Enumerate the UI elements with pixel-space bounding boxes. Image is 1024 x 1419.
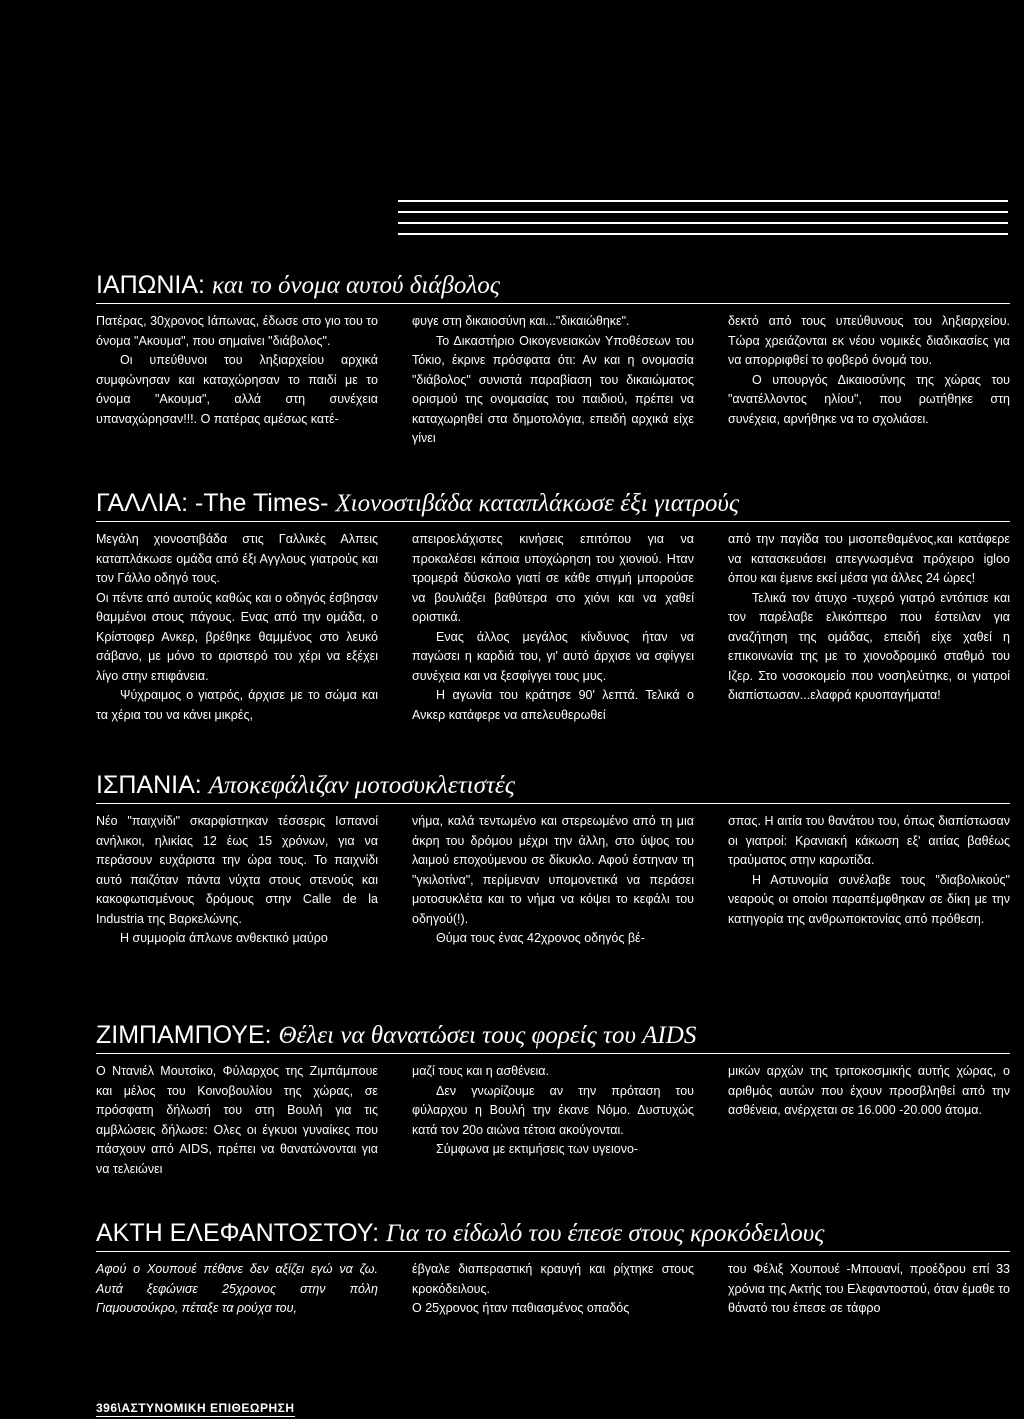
- paragraph: Η Αστυνομία συνέλαβε τους "διαβολικούς" νεαρούς οι οποίοι παραπέμφθηκαν σε δίκη με την κατηγορία της ανθρωποκτονίας από πρόθεση.: [728, 872, 1010, 926]
- column-2: [412, 530, 694, 725]
- column-2: [412, 812, 694, 949]
- article-zimbabwe: [96, 1020, 1010, 1179]
- paragraph: μικών αρχών της τριτοκοσμικής αυτής χώρας, ο αριθμός αυτών που έχουν προσβληθεί από την ασθένεια, ανέρχεται σε 16.000 -20.000 άτομα.: [728, 1064, 1010, 1117]
- headline-country: ΖΙΜΠΑΜΠΟΥΕ:: [96, 1021, 272, 1049]
- column-3: [728, 1260, 1010, 1319]
- headline-france: [96, 488, 1010, 522]
- paragraph: Οι πέντε από αυτούς καθώς και ο οδηγός έσβησαν θαμμένοι στους πάγους. Ενας από την ομάδα, ο Κρίστοφερ Ανκερ, βρέθηκε θαμμένος στο λευκό σάβανο, με μόνο το αριστερό του χέρι να εξέχει λίγο στην επιφάνεια.: [96, 590, 378, 683]
- paragraph: Ο Ντανιέλ Μουτσίκο, Φύλαρχος της Ζιμπάμπουε και μέλος του Κοινοβουλίου της χώρας, σε πρόσφατη δήλωσή του στη Βουλή για τις αμβλώσεις δήλωσε: Ολες οι έγκυοι γυναίκες που πάσχουν από AIDS, πρέπει να θανατώνονται για να τελειώνει: [96, 1064, 378, 1176]
- paragraph: Αφού ο Χουπουέ πέθανε δεν αξίζει εγώ να ζω. Αυτά ξεφώνισε 25χρονος στην πόλη Γιαμουσούκρο, πέταξε τα ρούχα του,: [96, 1262, 378, 1315]
- article-ivory-coast: [96, 1218, 1010, 1319]
- paragraph: φυγε στη δικαιοσύνη και..."δικαιώθηκε".: [412, 314, 630, 328]
- page-footer: 396\ΑΣΤΥΝΟΜΙΚΗ ΕΠΙΘΕΩΡΗΣΗ: [96, 1401, 295, 1415]
- column-1: [96, 1260, 378, 1319]
- paragraph: Ο 25χρονος ήταν παθιασμένος οπαδός: [412, 1301, 630, 1315]
- paragraph: Οι υπεύθυνοι του ληξιαρχείου αρχικά συμφώνησαν και καταχώρησαν το παιδί με το όνομα "Ακουμα", αλλά στη συνέχεια υπαναχώρησαν!!!. Ο πατέρας αμέσως κατέ-: [96, 353, 378, 426]
- column-2: [412, 1062, 694, 1179]
- article-japan: [96, 270, 1010, 449]
- headline-spain: [96, 770, 1010, 804]
- column-2: [412, 312, 694, 449]
- decorative-rules: [398, 200, 1008, 244]
- paragraph: Η συμμορία άπλωνε ανθεκτικό μαύρο: [120, 931, 328, 945]
- headline-ivory-coast: [96, 1218, 1010, 1252]
- paragraph: μαζί τους και η ασθένεια.: [412, 1064, 549, 1078]
- paragraph: Το Δικαστήριο Οικογενειακών Υποθέσεων του Τόκιο, έκρινε πρόσφατα ότι: Αν και η ονομασία "διάβολος" συνιστά παραβίαση του δικαιώματος ορισμού της ονομασίας του παιδιού, πρέπει να καταχωρηθεί στα δημοτολόγια, επειδή αρχικά είχε γίνει: [412, 333, 694, 445]
- headline-country: ΙΑΠΩΝΙΑ:: [96, 271, 205, 299]
- headline-country: ΓΑΛΛΙΑ: -The Times-: [96, 489, 329, 517]
- headline-japan: [96, 270, 1010, 304]
- headline-zimbabwe: [96, 1020, 1010, 1054]
- headline-title: Για το είδωλό του έπεσε στους κροκόδειλους: [386, 1220, 825, 1247]
- headline-country: ΙΣΠΑΝΙΑ:: [96, 771, 202, 799]
- paragraph: νήμα, καλά τεντωμένο και στερεωμένο από τη μια άκρη του δρόμου μέχρι την άλλη, στο ύψος του λαιμού εποχούμενου σε δίκυκλο. Αφού έστηναν τη "γκιλοτίνα", περίμεναν υπομονετικά να περάσει μοτοσυκλέτα και το νήμα να κόψει το κεφάλι του οδηγού(!).: [412, 814, 694, 926]
- paragraph: σπας. Η αιτία του θανάτου του, όπως διαπίστωσαν οι γιατροί: Κρανιακή κάκωση εξ' αιτίας βαθέως τραύματος στην καρωτίδα.: [728, 814, 1010, 867]
- column-3: [728, 312, 1010, 449]
- paragraph: Θύμα τους ένας 42χρονος οδηγός βέ-: [436, 931, 645, 945]
- paragraph: Νέο "παιχνίδι" σκαρφίστηκαν τέσσερις Ισπανοί ανήλικοι, ηλικίας 12 έως 15 χρόνων, για να περάσουν ευχάριστα την ώρα τους. Το παιχνίδι αυτό παιζόταν πάντα νύχτα στους στενούς και κακοφωτισμένους δρόμους στην Calle de la Industria της Βαρκελώνης.: [96, 814, 378, 926]
- column-1: [96, 530, 378, 725]
- paragraph: Η αγωνία του κράτησε 90' λεπτά. Τελικά ο Ανκερ κατάφερε να απελευθερωθεί: [412, 688, 694, 722]
- column-1: [96, 812, 378, 949]
- column-3: [728, 530, 1010, 725]
- paragraph: Ψύχραιμος ο γιατρός, άρχισε με το σώμα και τα χέρια του να κάνει μικρές,: [96, 688, 378, 722]
- paragraph: Μεγάλη χιονοστιβάδα στις Γαλλικές Αλπεις καταπλάκωσε ομάδα από έξι Αγγλους γιατρούς και τον Γάλλο οδηγό τους.: [96, 532, 378, 585]
- column-1: [96, 1062, 378, 1179]
- column-2: [412, 1260, 694, 1319]
- headline-title: Αποκεφάλιζαν μοτοσυκλετιστές: [208, 772, 515, 799]
- column-3: [728, 812, 1010, 949]
- paragraph: Δεν γνωρίζουμε αν την πρόταση του φύλαρχου η Βουλή την έκανε Νόμο. Δυστυχώς κατά τον 20ο αιώνα τέτοια ακούγονται.: [412, 1083, 694, 1137]
- paragraph: Ο υπουργός Δικαιοσύνης της χώρας του "ανατέλλοντος ηλίου", που ρωτήθηκε στη συνέχεια, αρνήθηκε να το σχολιάσει.: [728, 372, 1010, 426]
- paragraph: από την παγίδα του μισοπεθαμένος,και κατάφερε να κατασκευάσει απεγνωσμένα πρόχειρο igloo όπου και έμεινε εκεί μέσα για άλλες 24 ώρες!: [728, 532, 1010, 585]
- paragraph: Σύμφωνα με εκτιμήσεις των υγειονο-: [436, 1142, 639, 1156]
- paragraph: Τελικά τον άτυχο -τυχερό γιατρό εντόπισε και τον παρέλαβε ελικόπτερο που έστειλαν για αναζήτηση της ομάδας, επειδή είχε χαθεί η επικοινωνία της με το χιονοδρομικό σταθμό του Ιζερ. Στο νοσοκομείο που νοσηλεύτηκε, οι γιατροί διαπίστωσαν...ελαφρά κρυοπαγήματα!: [728, 590, 1010, 702]
- paragraph: Πατέρας, 30χρονος Ιάπωνας, έδωσε στο γιο του το όνομα "Ακουμα", που σημαίνει "διάβολος".: [96, 314, 378, 348]
- paragraph: απειροελάχιστες κινήσεις επιτόπου για να προκαλέσει κάποια υποχώρηση του χιονιού. Ηταν τρομερά δύσκολο γιατί σε κάθε στιγμή μπορούσε να βουλιάξει βαθύτερα στο χιόνι και να χαθεί οριστικά.: [412, 532, 694, 624]
- article-spain: [96, 770, 1010, 949]
- column-3: [728, 1062, 1010, 1179]
- paragraph: του Φέλιξ Χουπουέ -Μπουανί, προέδρου επί 33 χρόνια της Ακτής του Ελεφαντοστού, όταν έμαθε το θάνατό του έπεσε σε τάφρο: [728, 1262, 1010, 1315]
- paragraph: έβγαλε διαπεραστική κραυγή και ρίχτηκε στους κροκόδειλους.: [412, 1262, 694, 1296]
- paragraph: δεκτό από τους υπεύθυνους του ληξιαρχείου. Τώρα χρειάζονται εκ νέου νομικές διαδικασίες για να απορριφθεί το φοβερό όνομά του.: [728, 314, 1010, 367]
- headline-title: Θέλει να θανατώσει τους φορείς του AIDS: [278, 1022, 697, 1049]
- article-france: [96, 488, 1010, 725]
- headline-country: ΑΚΤΗ ΕΛΕΦΑΝΤΟΣΤΟΥ:: [96, 1219, 380, 1247]
- column-1: [96, 312, 378, 449]
- headline-title: και το όνομα αυτού διάβολος: [211, 272, 500, 299]
- paragraph: Ενας άλλος μεγάλος κίνδυνος ήταν να παγώσει η καρδιά του, γι' αυτό άρχισε να σφίγγει συνέχεια και να ξεσφίγγει τους μυς.: [412, 629, 694, 683]
- headline-title: Χιονοστιβάδα καταπλάκωσε έξι γιατρούς: [335, 490, 739, 517]
